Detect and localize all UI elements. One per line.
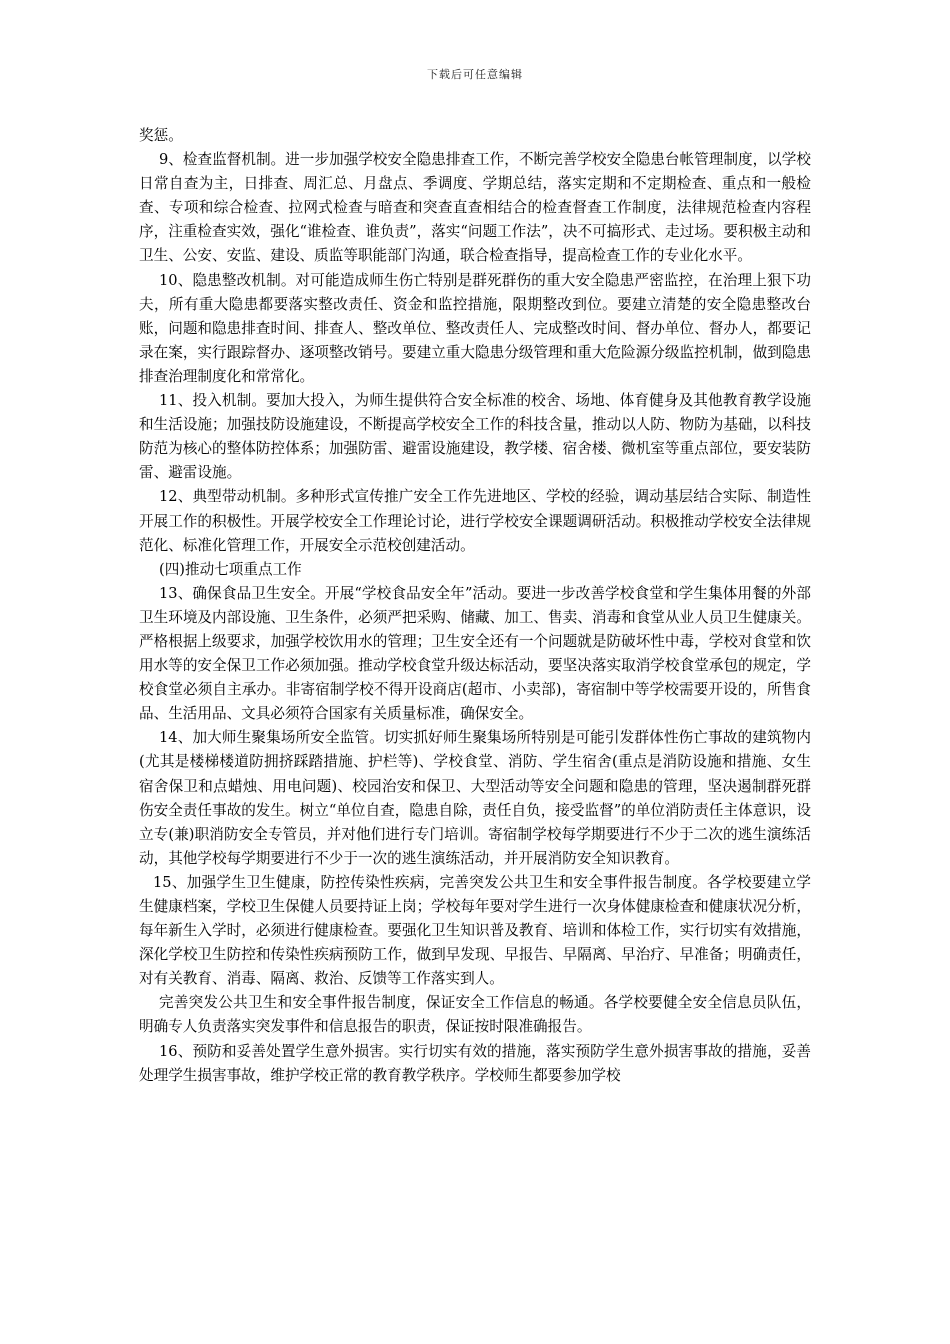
paragraph-item-15: 15、加强学生卫生健康，防控传染性疾病，完善突发公共卫生和安全事件报告制度。各学校要建立学生健康档案，学校卫生保健人员要持证上岗；学校每年要对学生进行一次身体健康检查和健康状况分析，每年新生入学时，必须进行健康检查。要强化卫生知识普及教育、培训和体检工作，实行切实有效措施，深化学校卫生防控和传染性疾病预防工作，做到早发现、早报告、早隔离、早治疗、早准备；明确责任，对有关教育、消毒、隔离、救治、反馈等工作落实到人。 [139,873,811,988]
page-header: 下载后可任意编辑 [427,68,523,81]
paragraph-item-9: 9、检查监督机制。进一步加强学校安全隐患排查工作，不断完善学校安全隐患台帐管理制度，以学校日常自查为主，日排查、周汇总、月盘点、季调度、学期总结，落实定期和不定期检查、重点和一般检查、专项和综合检查、拉网式检查与暗查和突查直查相结合的检查督查工作制度，法律规范检查内容程序，注重检查实效，强化“谁检查、谁负责”，落实“问题工作法”，决不可搞形式、走过场。要积极主动和卫生、公安、安监、建设、质监等职能部门沟通，联合检查指导，提高检查工作的专业化水平。 [139,151,811,265]
paragraph-item-14: 14、加大师生聚集场所安全监管。切实抓好师生聚集场所特别是可能引发群体性伤亡事故的建筑物内(尤其是楼梯楼道防拥挤踩踏措施、护栏等)、学校食堂、消防、学生宿舍(重点是消防设施和措施、女生宿舍保卫和点蜡烛、用电问题)、校园治安和保卫、大型活动等安全问题和隐患的管理，坚决遏制群死群伤安全责任事故的发生。树立“单位自查，隐患自除，责任自负，接受监督”的单位消防责任主体意识，设立专(兼)职消防安全专管员，并对他们进行专门培训。寄宿制学校每学期要进行不少于二次的逃生演练活动，其他学校每学期要进行不少于一次的逃生演练活动，并开展消防安全知识教育。 [139,729,811,867]
paragraph-item-10: 10、隐患整改机制。对可能造成师生伤亡特别是群死群伤的重大安全隐患严密监控，在治理上狠下功夫，所有重大隐患都要落实整改责任、资金和监控措施，限期整改到位。要建立清楚的安全隐患整改台账，问题和隐患排查时间、排查人、整改单位、整改责任人、完成整改时间、督办单位、督办人，都要记录在案，实行跟踪督办、逐项整改销号。要建立重大隐患分级管理和重大危险源分级监控机制，做到隐患排查治理制度化和常常化。 [139,271,811,385]
section-heading: (四)推动七项重点工作 [159,560,302,578]
paragraph-reporting: 完善突发公共卫生和安全事件报告制度，保证安全工作信息的畅通。各学校要健全安全信息员队伍，明确专人负责落实突发事件和信息报告的职责，保证按时限准确报告。 [139,994,811,1036]
paragraph-item-11: 11、投入机制。要加大投入，为师生提供符合安全标准的校舍、场地、体育健身及其他教育教学设施和生活设施；加强技防设施建设，不断提高学校安全工作的科技含量，推动以人防、物防为基础，以科技防范为核心的整体防控体系；加强防雷、避雷设施建设，教学楼、宿舍楼、微机室等重点部位，要安装防雷、避雷设施。 [139,392,811,482]
paragraph-item-13: 13、确保食品卫生安全。开展“学校食品安全年”活动。要进一步改善学校食堂和学生集体用餐的外部卫生环境及内部设施、卫生条件，必须严把采购、储藏、加工、售卖、消毒和食堂从业人员卫生健康关。严格根据上级要求，加强学校饮用水的管理；卫生安全还有一个问题就是防破坏性中毒，学校对食堂和饮用水等的安全保卫工作必须加强。推动学校食堂升级达标活动，要坚决落实取消学校食堂承包的规定，学校食堂必须自主承办。非寄宿制学校不得开设商店(超市、小卖部)，寄宿制中等学校需要开设的，所售食品、生活用品、文具必须符合国家有关质量标准，确保安全。 [139,584,811,723]
paragraph-item-16: 16、预防和妥善处置学生意外损害。实行切实有效的措施，落实预防学生意外损害事故的措施，妥善处理学生损害事故，维护学校正常的教育教学秩序。学校师生都要参加学校 [139,1042,811,1084]
document-body [139,124,811,1088]
paragraph-continuation: 奖惩。 [139,127,183,144]
paragraph-item-12: 12、典型带动机制。多种形式宣传推广安全工作先进地区、学校的经验，调动基层结合实际、制造性开展工作的积极性。开展学校安全工作理论讨论，进行学校安全课题调研活动。积极推动学校安全法律规范化、标准化管理工作，开展安全示范校创建活动。 [139,488,811,554]
